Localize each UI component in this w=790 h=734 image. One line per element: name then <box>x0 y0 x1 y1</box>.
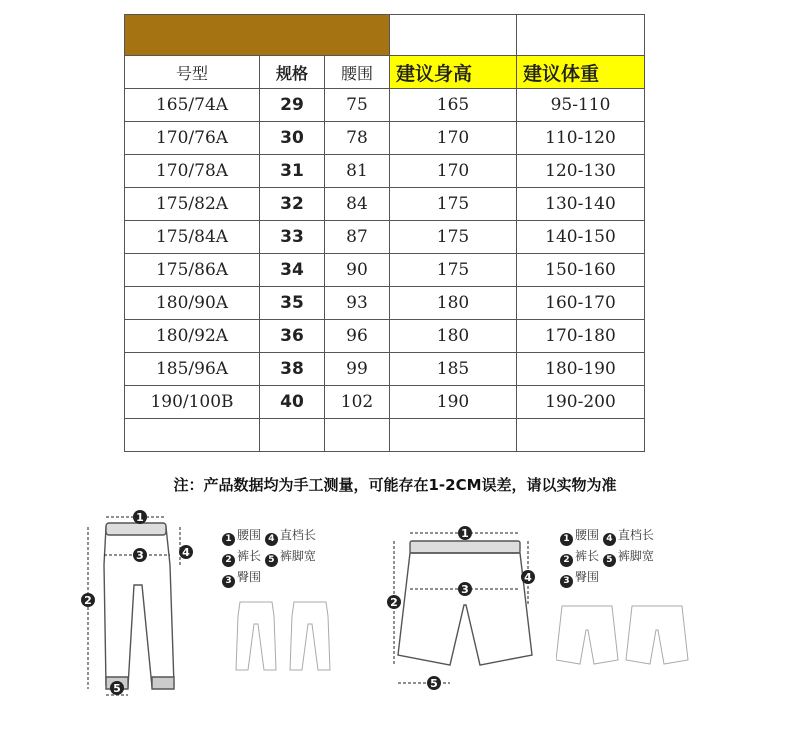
size-table <box>124 14 645 452</box>
legend-num: 3 <box>560 575 573 588</box>
table-cell: 81 <box>325 155 390 188</box>
legend-num: 4 <box>603 533 616 546</box>
table-cell: 180/92A <box>125 320 260 353</box>
pants-back-thumb <box>290 602 330 670</box>
table-row <box>125 122 645 155</box>
table-cell: 170-180 <box>517 320 645 353</box>
legend-label: 直档长 <box>617 528 654 542</box>
table-cell: 140-150 <box>517 221 645 254</box>
table-cell <box>517 419 645 452</box>
table-body <box>125 89 645 419</box>
table-row <box>125 254 645 287</box>
marker-2-label: 2 <box>84 594 92 607</box>
legend-label: 臀围 <box>237 570 262 584</box>
table-cell: 175 <box>390 188 517 221</box>
legend-label: 裤长 <box>237 549 262 563</box>
marker-2-label: 2 <box>390 596 398 609</box>
table-cell: 185 <box>390 353 517 386</box>
table-cell: 95-110 <box>517 89 645 122</box>
legend-num: 2 <box>222 554 235 567</box>
table-cell: 120-130 <box>517 155 645 188</box>
pants-markers <box>81 510 193 695</box>
marker-3-label: 3 <box>461 583 469 596</box>
shorts-outline <box>398 553 532 665</box>
table-cell: 78 <box>325 122 390 155</box>
header-band <box>125 15 390 56</box>
table-cell: 30 <box>260 122 325 155</box>
col-header-spec: 规格 <box>260 56 325 89</box>
table-cell <box>325 419 390 452</box>
table-cell: 84 <box>325 188 390 221</box>
table-cell: 185/96A <box>125 353 260 386</box>
table-row <box>125 287 645 320</box>
table-cell: 175/86A <box>125 254 260 287</box>
marker-4-label: 4 <box>182 546 190 559</box>
table-cell: 175 <box>390 221 517 254</box>
table-cell: 180-190 <box>517 353 645 386</box>
table-cell: 32 <box>260 188 325 221</box>
table-cell: 33 <box>260 221 325 254</box>
legend-num: 3 <box>222 575 235 588</box>
shorts-diagram <box>380 505 550 695</box>
table-cell: 96 <box>325 320 390 353</box>
header-blank-cell <box>517 15 645 56</box>
table-cell: 170 <box>390 155 517 188</box>
table-cell: 34 <box>260 254 325 287</box>
table-cell: 110-120 <box>517 122 645 155</box>
table-row <box>125 188 645 221</box>
legend-num: 1 <box>560 533 573 546</box>
table-cell: 93 <box>325 287 390 320</box>
table-cell: 180/90A <box>125 287 260 320</box>
shorts-front-thumb <box>556 606 618 664</box>
col-header-weight: 建议体重 <box>517 56 645 89</box>
table-cell: 160-170 <box>517 287 645 320</box>
col-header-model: 号型 <box>125 56 260 89</box>
marker-5-label: 5 <box>113 682 121 695</box>
legend-num: 1 <box>222 533 235 546</box>
table-cell: 87 <box>325 221 390 254</box>
table-row-empty <box>125 419 645 452</box>
legend-label: 臀围 <box>575 570 600 584</box>
header-row <box>125 56 645 89</box>
table-row <box>125 353 645 386</box>
marker-4-label: 4 <box>524 571 532 584</box>
table-cell: 36 <box>260 320 325 353</box>
pants-cuff-right <box>152 677 174 689</box>
table-row <box>125 320 645 353</box>
table-cell <box>260 419 325 452</box>
shorts-legend <box>560 525 654 588</box>
table-cell <box>390 419 517 452</box>
legend-num: 5 <box>265 554 278 567</box>
legend-label: 腰围 <box>237 528 262 542</box>
table-cell: 170 <box>390 122 517 155</box>
table-cell: 170/78A <box>125 155 260 188</box>
marker-1-label: 1 <box>136 511 144 524</box>
table-cell: 38 <box>260 353 325 386</box>
pants-legend <box>222 525 316 588</box>
pants-waistband <box>106 523 166 535</box>
table-cell: 190 <box>390 386 517 419</box>
table-cell: 29 <box>260 89 325 122</box>
table-cell: 102 <box>325 386 390 419</box>
legend-num: 4 <box>265 533 278 546</box>
table-cell: 90 <box>325 254 390 287</box>
legend-label: 裤脚宽 <box>617 549 654 563</box>
table-cell: 170/76A <box>125 122 260 155</box>
table-cell: 40 <box>260 386 325 419</box>
legend-num: 5 <box>603 554 616 567</box>
legend-label: 腰围 <box>575 528 600 542</box>
table-cell <box>125 419 260 452</box>
table-cell: 165/74A <box>125 89 260 122</box>
table-cell: 35 <box>260 287 325 320</box>
table-cell: 190/100B <box>125 386 260 419</box>
table-cell: 175 <box>390 254 517 287</box>
table-row <box>125 89 645 122</box>
legend-label: 裤脚宽 <box>279 549 316 563</box>
pants-front-thumb <box>236 602 276 670</box>
col-header-height: 建议身高 <box>390 56 517 89</box>
marker-3-label: 3 <box>136 549 144 562</box>
table-cell: 31 <box>260 155 325 188</box>
legend-num: 2 <box>560 554 573 567</box>
table-cell: 180 <box>390 320 517 353</box>
table-cell: 175/84A <box>125 221 260 254</box>
table-cell: 99 <box>325 353 390 386</box>
pants-thumbnails <box>232 596 352 676</box>
header-blank-cell <box>390 15 517 56</box>
table-cell: 175/82A <box>125 188 260 221</box>
pants-diagram <box>70 505 210 705</box>
shorts-thumbnails <box>556 600 696 672</box>
table-cell: 180 <box>390 287 517 320</box>
legend-label: 裤长 <box>575 549 600 563</box>
shorts-waistband <box>410 541 520 553</box>
table-cell: 190-200 <box>517 386 645 419</box>
header-band-row <box>125 15 645 56</box>
table-cell: 150-160 <box>517 254 645 287</box>
legend-label: 直档长 <box>279 528 316 542</box>
marker-5-label: 5 <box>430 677 438 690</box>
measurement-note: 注：产品数据均为手工测量，可能存在1-2CM误差，请以实物为准 <box>173 476 617 494</box>
table-row <box>125 155 645 188</box>
table-row <box>125 221 645 254</box>
table-row <box>125 386 645 419</box>
table-cell: 165 <box>390 89 517 122</box>
col-header-waist: 腰围 <box>325 56 390 89</box>
marker-1-label: 1 <box>461 527 469 540</box>
table-cell: 75 <box>325 89 390 122</box>
shorts-back-thumb <box>626 606 688 664</box>
table-cell: 130-140 <box>517 188 645 221</box>
